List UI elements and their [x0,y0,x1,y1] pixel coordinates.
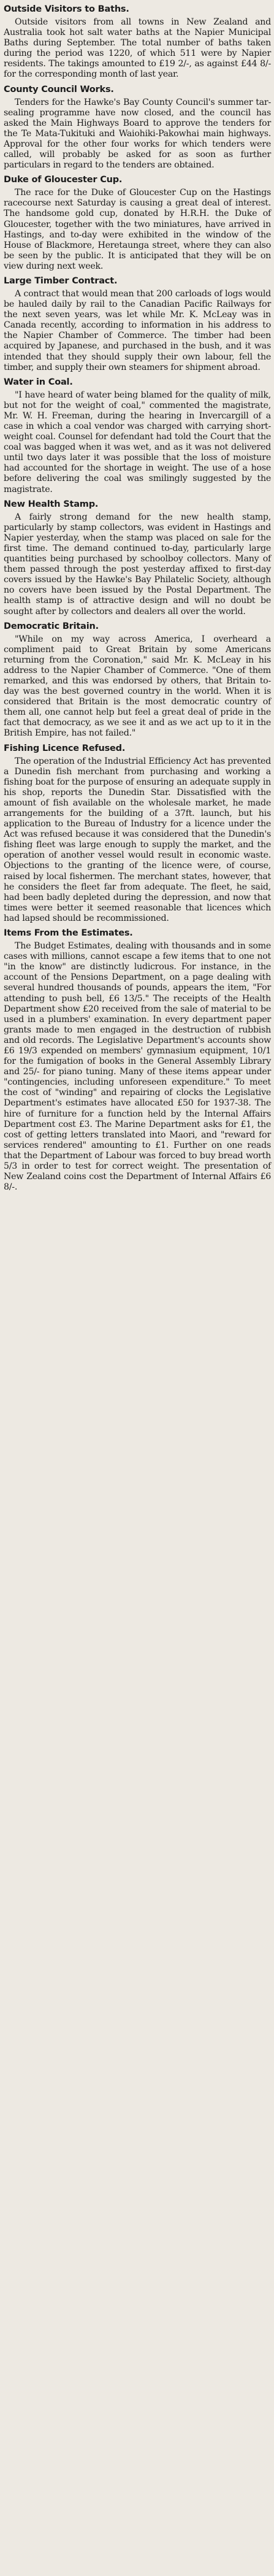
article-headline: County Council Works. [4,84,114,94]
article-paragraph: A fairly strong demand for the new health stamp, particularly by stamp collectors, was evident in Hastings and Napier yesterday, when the stamp was placed on sale for the first time. The demand continued to-day, particularly large quantities being purchased by schoolboy collectors. Many of them passed through the post yesterday affixed to first-day covers issued by the Hawke's Bay Philatelic Society, although no covers have been issued by the Postal Department. The health stamp is of attractive design and will no doubt be sought after by collectors and dealers all over the world. [4,512,271,617]
article-headline: Items From the Estimates. [4,928,133,939]
article [4,273,271,373]
article-paragraph: The Budget Estimates, dealing with thousands and in some cases with millions, cannot escape a few items that to one not "in the know" are distinctly ludicrous. For instance, in the account of the Pensions Department, on a page dealing with several hundred thousands of pounds, appears the item, "For attending to push bell, £6 13/5." The receipts of the Health Department show £20 received from the sale of material to be used in a plumbers' examination. In every department paper grants made to men engaged in the destruction of rubbish and old records. The Legislative Department's accounts show £6 19/3 expended on members' gymnasium equipment, 10/1 for the fumigation of books in the General Assembly Library and 25/- for piano tuning. Many of these items appear under "contingencies, including unforeseen expenditure." To meet the cost of "winding" and repairing of clocks the Legislative Department's estimates have allocated £50 for 1937-38. The hire of furniture for a function held by the Internal Affairs Department cost £3. The Marine Department asks for £1, the cost of getting letters translated into Maori, and "reward for services rendered" amounting to £1. Further on one reads that the Department of Labour was forced to buy bread worth 5/3 in order to test for correct weight. The presentation of New Zealand coins cost the Department of Internal Affairs £6 8/-. [4,941,271,1193]
article [4,82,271,171]
article-paragraph: Outside visitors from all towns in New Zealand and Australia took hot salt water baths at the Napier Municipal Baths during September. The total number of baths taken during the period was 1220, of which 511 were by Napier residents. The takings amounted to £19 2/-, as against £44 8/- for the corresponding month of last year. [4,17,271,80]
article-paragraph: The race for the Duke of Gloucester Cup on the Hastings racecourse next Saturday is causing a great deal of interest. The handsome gold cup, donated by H.R.H. the Duke of Gloucester, together with the two miniatures, have arrived in Hastings, and to-day were exhibited in the window of the House of Blackmore, Heretaunga street, where they can also be seen by the public. It is anticipated that they will be on view during next week. [4,188,271,271]
article [4,618,271,739]
article [4,374,271,495]
article-paragraph: The operation of the Industrial Efficiency Act has prevented a Dunedin fish merchant from purchasing and working a fishing boat for the purpose of ensuring an adequate supply in his shop, reports the Dunedin Star. Dissatisfied with the amount of fish available on the wholesale market, he made arrangements for the building of a 37ft. launch, but his application to the Bureau of Industry for a licence under the Act was refused because it was considered that the Dunedin's fishing fleet was large enough to supply the market, and the operation of another vessel would result in economic waste. Objections to the granting of the licence were, of course, raised by local fishermen. The merchant states, however, that he considers the fleet far from adequate. The fleet, he said, had been badly depleted during the depression, and now that times were better it seemed reasonable that licences which had lapsed should be recommissioned. [4,756,271,923]
article [4,925,271,1193]
article [4,740,271,925]
article [4,172,271,272]
article-headline: Democratic Britain. [4,621,99,631]
article-paragraph: Tenders for the Hawke's Bay County Council's summer tar-sealing programme have now closed, and the council has asked the Main Highways Board to approve the tenders for the Te Mata-Tukituki and Waiohiki-Pakowhai main highways. Approval for the other four works for which tenders were called, will probably be asked for as soon as further particulars in regard to the tenders are obtained. [4,97,271,171]
article [4,1,271,80]
article [4,496,271,617]
article-headline: Large Timber Contract. [4,275,118,286]
article-paragraph: "I have heard of water being blamed for the quality of milk, but not for the weight of coal," commented the magistrate, Mr. W. H. Freeman, during the hearing in Invercargill of a case in which a coal vendor was charged with carrying short-weight coal. Counsel for defendant had told the Court that the coal was bagged when it was wet, and as it was not delivered until two days later it was possible that the loss of moisture had accounted for the shortage in weight. The use of a hose before delivering the coal was smilingly suggested by the magistrate. [4,390,271,494]
article-paragraph: "While on my way across America, I overheard a compliment paid to Great Britain by some Americans returning from the Coronation," said Mr. K. McLeay in his address to the Napier Chamber of Commerce. "One of them remarked, and this was endorsed by others, that Britain to-day was the best governed country in the world. When it is considered that Britain is the most democratic country of them all, one cannot help but feel a great deal of pride in the fact that democracy, as we see it and as we act up to it in the British Empire, has not failed." [4,634,271,739]
article-paragraph: A contract that would mean that 200 carloads of logs would be hauled daily by rail to the Canadian Pacific Railways for the next seven years, was let while Mr. K. McLeay was in Canada recently, according to information in his address to the Napier Chamber of Commerce. The timber had been acquired by Japanese, and purchased in the bush, and it was intended that they should supply their own labour, fell the timber, and supply their own steamers for shipment abroad. [4,288,271,372]
article-headline: Water in Coal. [4,377,73,387]
article-headline: Outside Visitors to Baths. [4,4,129,14]
article-headline: Fishing Licence Refused. [4,743,126,753]
article-headline: Duke of Gloucester Cup. [4,175,123,185]
article-headline: New Health Stamp. [4,499,99,509]
